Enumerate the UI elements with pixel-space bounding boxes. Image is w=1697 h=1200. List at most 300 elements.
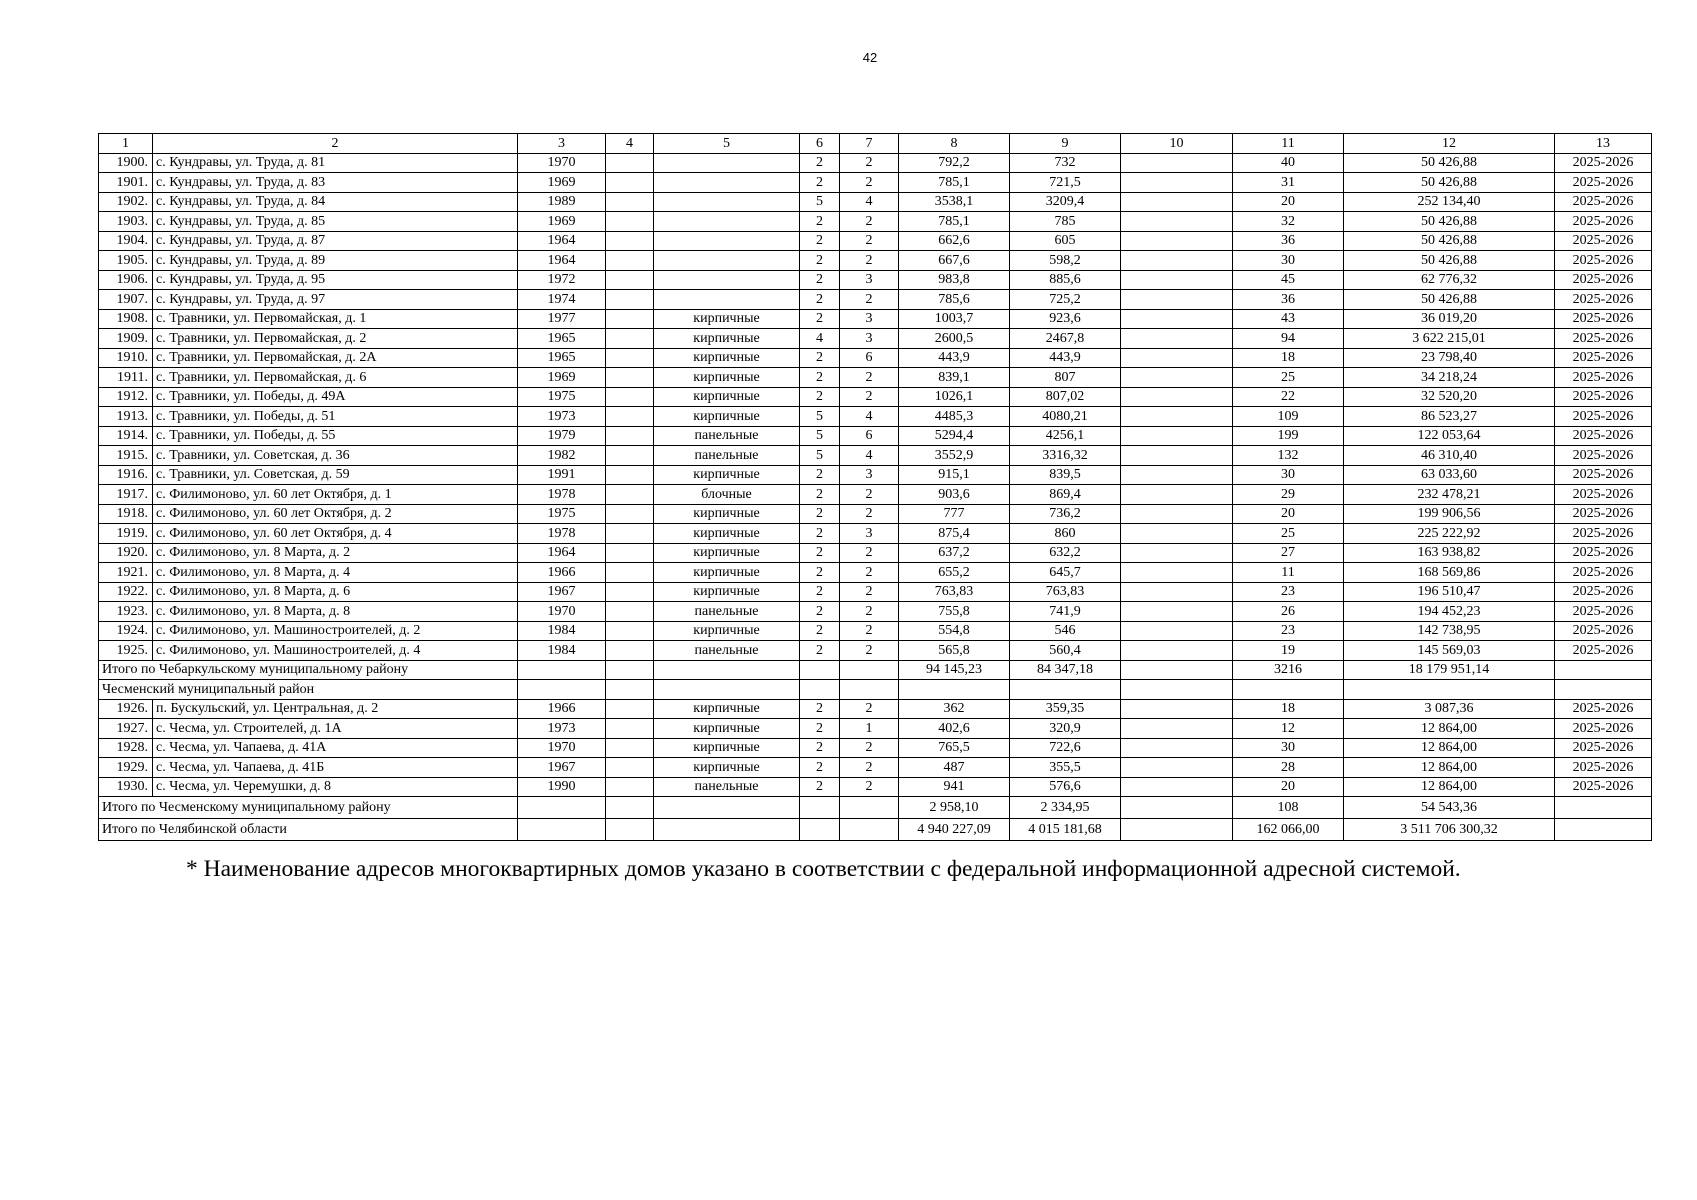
living-area-cell: 645,7 — [1010, 563, 1121, 583]
address-cell: с. Филимоново, ул. 60 лет Октября, д. 1 — [153, 485, 518, 505]
residents-cell: 11 — [1233, 563, 1344, 583]
col-10-cell — [1121, 446, 1233, 466]
floors-cell: 2 — [800, 621, 840, 641]
col-10-cell — [1121, 426, 1233, 446]
column-header: 8 — [899, 134, 1010, 154]
column-header: 4 — [606, 134, 654, 154]
residents-cell: 31 — [1233, 173, 1344, 193]
living-area-cell: 839,5 — [1010, 465, 1121, 485]
year-cell: 1984 — [518, 621, 606, 641]
row-number-cell: 1929. — [99, 758, 153, 778]
year-cell: 1974 — [518, 290, 606, 310]
cost-cell: 145 569,03 — [1344, 641, 1555, 661]
col-4-cell — [606, 563, 654, 583]
wall-material-cell — [654, 231, 800, 251]
year-cell: 1989 — [518, 192, 606, 212]
row-number-cell: 1902. — [99, 192, 153, 212]
table-row — [99, 563, 1652, 583]
period-cell: 2025-2026 — [1555, 251, 1652, 271]
residents-cell: 22 — [1233, 387, 1344, 407]
summary-cell — [1010, 680, 1121, 700]
row-number-cell: 1910. — [99, 348, 153, 368]
cost-cell: 50 426,88 — [1344, 290, 1555, 310]
summary-cell: 3 511 706 300,32 — [1344, 819, 1555, 841]
wall-material-cell: кирпичные — [654, 563, 800, 583]
cost-cell: 62 776,32 — [1344, 270, 1555, 290]
year-cell: 1979 — [518, 426, 606, 446]
entrances-cell: 2 — [840, 543, 899, 563]
entrances-cell: 2 — [840, 173, 899, 193]
table-row — [99, 602, 1652, 622]
column-header: 10 — [1121, 134, 1233, 154]
living-area-cell: 320,9 — [1010, 719, 1121, 739]
row-number-cell: 1903. — [99, 212, 153, 232]
col-10-cell — [1121, 329, 1233, 349]
row-number-cell: 1919. — [99, 524, 153, 544]
entrances-cell: 4 — [840, 407, 899, 427]
total-row — [99, 819, 1652, 841]
total-row — [99, 797, 1652, 819]
entrances-cell: 2 — [840, 251, 899, 271]
col-10-cell — [1121, 290, 1233, 310]
entrances-cell: 2 — [840, 485, 899, 505]
col-10-cell — [1121, 231, 1233, 251]
address-cell: с. Филимоново, ул. 8 Марта, д. 8 — [153, 602, 518, 622]
period-cell: 2025-2026 — [1555, 290, 1652, 310]
col-4-cell — [606, 387, 654, 407]
cost-cell: 199 906,56 — [1344, 504, 1555, 524]
wall-material-cell: кирпичные — [654, 309, 800, 329]
col-10-cell — [1121, 348, 1233, 368]
summary-cell — [840, 797, 899, 819]
year-cell: 1967 — [518, 758, 606, 778]
total-area-cell: 3552,9 — [899, 446, 1010, 466]
summary-cell: 18 179 951,14 — [1344, 660, 1555, 680]
address-cell: с. Травники, ул. Советская, д. 59 — [153, 465, 518, 485]
summary-cell — [518, 819, 606, 841]
residents-cell: 18 — [1233, 348, 1344, 368]
summary-cell — [1233, 680, 1344, 700]
column-header: 3 — [518, 134, 606, 154]
entrances-cell: 4 — [840, 192, 899, 212]
period-cell: 2025-2026 — [1555, 504, 1652, 524]
total-area-cell: 839,1 — [899, 368, 1010, 388]
row-number-cell: 1917. — [99, 485, 153, 505]
living-area-cell: 605 — [1010, 231, 1121, 251]
total-row — [99, 660, 1652, 680]
address-cell: с. Кундравы, ул. Труда, д. 87 — [153, 231, 518, 251]
period-cell: 2025-2026 — [1555, 719, 1652, 739]
residents-cell: 36 — [1233, 290, 1344, 310]
total-area-cell: 983,8 — [899, 270, 1010, 290]
wall-material-cell: кирпичные — [654, 368, 800, 388]
year-cell: 1969 — [518, 368, 606, 388]
col-4-cell — [606, 153, 654, 173]
living-area-cell: 722,6 — [1010, 738, 1121, 758]
summary-cell — [800, 819, 840, 841]
address-cell: с. Кундравы, ул. Труда, д. 97 — [153, 290, 518, 310]
table-row — [99, 485, 1652, 505]
col-10-cell — [1121, 641, 1233, 661]
row-number-cell: 1912. — [99, 387, 153, 407]
section-label: Чесменский муниципальный район — [99, 680, 518, 700]
address-cell: с. Травники, ул. Первомайская, д. 6 — [153, 368, 518, 388]
floors-cell: 2 — [800, 212, 840, 232]
table-row — [99, 719, 1652, 739]
address-cell: с. Филимоново, ул. 60 лет Октября, д. 4 — [153, 524, 518, 544]
period-cell: 2025-2026 — [1555, 465, 1652, 485]
row-number-cell: 1921. — [99, 563, 153, 583]
year-cell: 1984 — [518, 641, 606, 661]
col-4-cell — [606, 524, 654, 544]
wall-material-cell: кирпичные — [654, 387, 800, 407]
living-area-cell: 807 — [1010, 368, 1121, 388]
summary-cell — [1121, 680, 1233, 700]
residents-cell: 23 — [1233, 621, 1344, 641]
floors-cell: 2 — [800, 348, 840, 368]
entrances-cell: 2 — [840, 621, 899, 641]
row-number-cell: 1916. — [99, 465, 153, 485]
residents-cell: 20 — [1233, 504, 1344, 524]
cost-cell: 142 738,95 — [1344, 621, 1555, 641]
year-cell: 1975 — [518, 387, 606, 407]
cost-cell: 23 798,40 — [1344, 348, 1555, 368]
floors-cell: 2 — [800, 173, 840, 193]
residents-cell: 20 — [1233, 192, 1344, 212]
residents-cell: 28 — [1233, 758, 1344, 778]
residents-cell: 45 — [1233, 270, 1344, 290]
column-header: 9 — [1010, 134, 1121, 154]
cost-cell: 163 938,82 — [1344, 543, 1555, 563]
living-area-cell: 741,9 — [1010, 602, 1121, 622]
residents-cell: 199 — [1233, 426, 1344, 446]
table-row — [99, 212, 1652, 232]
col-4-cell — [606, 173, 654, 193]
entrances-cell: 1 — [840, 719, 899, 739]
row-number-cell: 1918. — [99, 504, 153, 524]
period-cell: 2025-2026 — [1555, 485, 1652, 505]
address-cell: с. Кундравы, ул. Труда, д. 89 — [153, 251, 518, 271]
table-row — [99, 777, 1652, 797]
entrances-cell: 2 — [840, 699, 899, 719]
wall-material-cell: панельные — [654, 641, 800, 661]
floors-cell: 2 — [800, 504, 840, 524]
summary-cell — [654, 680, 800, 700]
year-cell: 1977 — [518, 309, 606, 329]
floors-cell: 2 — [800, 699, 840, 719]
year-cell: 1964 — [518, 231, 606, 251]
residents-cell: 19 — [1233, 641, 1344, 661]
total-area-cell: 3538,1 — [899, 192, 1010, 212]
residents-cell: 29 — [1233, 485, 1344, 505]
row-number-cell: 1924. — [99, 621, 153, 641]
col-4-cell — [606, 758, 654, 778]
header-row — [99, 134, 1652, 154]
col-10-cell — [1121, 543, 1233, 563]
floors-cell: 2 — [800, 582, 840, 602]
floors-cell: 2 — [800, 543, 840, 563]
total-area-cell: 362 — [899, 699, 1010, 719]
residents-cell: 27 — [1233, 543, 1344, 563]
entrances-cell: 2 — [840, 212, 899, 232]
entrances-cell: 2 — [840, 290, 899, 310]
col-4-cell — [606, 777, 654, 797]
total-area-cell: 1026,1 — [899, 387, 1010, 407]
floors-cell: 5 — [800, 426, 840, 446]
column-header: 12 — [1344, 134, 1555, 154]
period-cell: 2025-2026 — [1555, 641, 1652, 661]
col-10-cell — [1121, 563, 1233, 583]
column-header: 6 — [800, 134, 840, 154]
total-area-cell: 875,4 — [899, 524, 1010, 544]
floors-cell: 2 — [800, 563, 840, 583]
floors-cell: 4 — [800, 329, 840, 349]
housing-table — [98, 133, 1652, 841]
summary-cell: 84 347,18 — [1010, 660, 1121, 680]
entrances-cell: 2 — [840, 387, 899, 407]
column-header: 7 — [840, 134, 899, 154]
summary-cell — [840, 819, 899, 841]
housing-table-container — [98, 133, 1651, 841]
period-cell: 2025-2026 — [1555, 426, 1652, 446]
total-area-cell: 655,2 — [899, 563, 1010, 583]
total-area-cell: 903,6 — [899, 485, 1010, 505]
total-area-cell: 915,1 — [899, 465, 1010, 485]
col-10-cell — [1121, 212, 1233, 232]
living-area-cell: 885,6 — [1010, 270, 1121, 290]
floors-cell: 2 — [800, 485, 840, 505]
summary-cell — [800, 660, 840, 680]
address-cell: с. Филимоново, ул. Машиностроителей, д. 2 — [153, 621, 518, 641]
summary-cell: 162 066,00 — [1233, 819, 1344, 841]
cost-cell: 12 864,00 — [1344, 777, 1555, 797]
cost-cell: 3 622 215,01 — [1344, 329, 1555, 349]
living-area-cell: 4080,21 — [1010, 407, 1121, 427]
residents-cell: 132 — [1233, 446, 1344, 466]
total-area-cell: 941 — [899, 777, 1010, 797]
wall-material-cell: кирпичные — [654, 407, 800, 427]
cost-cell: 50 426,88 — [1344, 251, 1555, 271]
wall-material-cell — [654, 192, 800, 212]
col-4-cell — [606, 621, 654, 641]
col-4-cell — [606, 719, 654, 739]
year-cell: 1965 — [518, 348, 606, 368]
column-header: 11 — [1233, 134, 1344, 154]
period-cell: 2025-2026 — [1555, 563, 1652, 583]
entrances-cell: 2 — [840, 368, 899, 388]
total-area-cell: 402,6 — [899, 719, 1010, 739]
table-row — [99, 738, 1652, 758]
summary-cell — [840, 660, 899, 680]
summary-cell: 4 015 181,68 — [1010, 819, 1121, 841]
address-cell: с. Чесма, ул. Чапаева, д. 41Б — [153, 758, 518, 778]
period-cell: 2025-2026 — [1555, 270, 1652, 290]
living-area-cell: 3316,32 — [1010, 446, 1121, 466]
summary-cell — [654, 819, 800, 841]
col-10-cell — [1121, 738, 1233, 758]
wall-material-cell: панельные — [654, 602, 800, 622]
summary-cell — [518, 680, 606, 700]
summary-cell — [899, 680, 1010, 700]
residents-cell: 12 — [1233, 719, 1344, 739]
wall-material-cell: кирпичные — [654, 465, 800, 485]
total-area-cell: 637,2 — [899, 543, 1010, 563]
col-4-cell — [606, 582, 654, 602]
col-10-cell — [1121, 524, 1233, 544]
period-cell: 2025-2026 — [1555, 348, 1652, 368]
period-cell: 2025-2026 — [1555, 309, 1652, 329]
cost-cell: 252 134,40 — [1344, 192, 1555, 212]
cost-cell: 122 053,64 — [1344, 426, 1555, 446]
period-cell: 2025-2026 — [1555, 387, 1652, 407]
living-area-cell: 860 — [1010, 524, 1121, 544]
summary-cell — [606, 680, 654, 700]
period-cell: 2025-2026 — [1555, 758, 1652, 778]
table-row — [99, 270, 1652, 290]
row-number-cell: 1915. — [99, 446, 153, 466]
row-number-cell: 1928. — [99, 738, 153, 758]
footnote: * Наименование адресов многоквартирных домов указано в соответствии с федеральной информационной адресной системой. — [186, 856, 1461, 882]
col-10-cell — [1121, 173, 1233, 193]
summary-cell — [654, 797, 800, 819]
total-area-cell: 5294,4 — [899, 426, 1010, 446]
summary-cell — [1121, 660, 1233, 680]
cost-cell: 194 452,23 — [1344, 602, 1555, 622]
summary-cell — [1121, 797, 1233, 819]
column-header: 13 — [1555, 134, 1652, 154]
entrances-cell: 2 — [840, 777, 899, 797]
floors-cell: 2 — [800, 153, 840, 173]
address-cell: с. Кундравы, ул. Труда, д. 85 — [153, 212, 518, 232]
table-body — [99, 153, 1652, 841]
table-row — [99, 465, 1652, 485]
table-row — [99, 290, 1652, 310]
total-area-cell: 792,2 — [899, 153, 1010, 173]
address-cell: с. Филимоново, ул. 8 Марта, д. 2 — [153, 543, 518, 563]
period-cell: 2025-2026 — [1555, 212, 1652, 232]
floors-cell: 2 — [800, 270, 840, 290]
entrances-cell: 2 — [840, 582, 899, 602]
year-cell: 1973 — [518, 719, 606, 739]
summary-cell: 4 940 227,09 — [899, 819, 1010, 841]
entrances-cell: 3 — [840, 329, 899, 349]
floors-cell: 2 — [800, 290, 840, 310]
summary-cell — [606, 660, 654, 680]
col-10-cell — [1121, 251, 1233, 271]
cost-cell: 86 523,27 — [1344, 407, 1555, 427]
summary-cell: 108 — [1233, 797, 1344, 819]
cost-cell: 50 426,88 — [1344, 231, 1555, 251]
period-cell: 2025-2026 — [1555, 368, 1652, 388]
year-cell: 1964 — [518, 543, 606, 563]
cost-cell: 50 426,88 — [1344, 212, 1555, 232]
year-cell: 1975 — [518, 504, 606, 524]
cost-cell: 3 087,36 — [1344, 699, 1555, 719]
col-4-cell — [606, 602, 654, 622]
col-10-cell — [1121, 699, 1233, 719]
summary-cell — [518, 797, 606, 819]
floors-cell: 2 — [800, 641, 840, 661]
wall-material-cell: кирпичные — [654, 329, 800, 349]
summary-cell — [654, 660, 800, 680]
period-cell: 2025-2026 — [1555, 524, 1652, 544]
year-cell: 1966 — [518, 699, 606, 719]
cost-cell: 168 569,86 — [1344, 563, 1555, 583]
residents-cell: 23 — [1233, 582, 1344, 602]
living-area-cell: 736,2 — [1010, 504, 1121, 524]
year-cell: 1990 — [518, 777, 606, 797]
residents-cell: 18 — [1233, 699, 1344, 719]
cost-cell: 36 019,20 — [1344, 309, 1555, 329]
cost-cell: 12 864,00 — [1344, 719, 1555, 739]
col-10-cell — [1121, 465, 1233, 485]
living-area-cell: 869,4 — [1010, 485, 1121, 505]
year-cell: 1964 — [518, 251, 606, 271]
summary-cell — [1555, 660, 1652, 680]
summary-cell: 2 334,95 — [1010, 797, 1121, 819]
period-cell: 2025-2026 — [1555, 231, 1652, 251]
summary-cell — [1555, 797, 1652, 819]
summary-cell — [1555, 680, 1652, 700]
table-row — [99, 192, 1652, 212]
col-10-cell — [1121, 153, 1233, 173]
floors-cell: 2 — [800, 602, 840, 622]
residents-cell: 40 — [1233, 153, 1344, 173]
living-area-cell: 785 — [1010, 212, 1121, 232]
entrances-cell: 2 — [840, 231, 899, 251]
summary-cell: 2 958,10 — [899, 797, 1010, 819]
table-row — [99, 173, 1652, 193]
col-4-cell — [606, 348, 654, 368]
wall-material-cell: панельные — [654, 777, 800, 797]
total-area-cell: 755,8 — [899, 602, 1010, 622]
living-area-cell: 359,35 — [1010, 699, 1121, 719]
row-number-cell: 1906. — [99, 270, 153, 290]
living-area-cell: 355,5 — [1010, 758, 1121, 778]
col-4-cell — [606, 465, 654, 485]
year-cell: 1978 — [518, 485, 606, 505]
col-4-cell — [606, 699, 654, 719]
floors-cell: 2 — [800, 758, 840, 778]
table-row — [99, 309, 1652, 329]
address-cell: с. Филимоново, ул. 8 Марта, д. 4 — [153, 563, 518, 583]
col-4-cell — [606, 309, 654, 329]
wall-material-cell: кирпичные — [654, 719, 800, 739]
cost-cell: 32 520,20 — [1344, 387, 1555, 407]
row-number-cell: 1925. — [99, 641, 153, 661]
entrances-cell: 2 — [840, 758, 899, 778]
table-row — [99, 348, 1652, 368]
total-label: Итого по Чесменскому муниципальному району — [99, 797, 518, 819]
wall-material-cell: панельные — [654, 446, 800, 466]
period-cell: 2025-2026 — [1555, 329, 1652, 349]
year-cell: 1970 — [518, 602, 606, 622]
entrances-cell: 2 — [840, 641, 899, 661]
residents-cell: 43 — [1233, 309, 1344, 329]
total-area-cell: 777 — [899, 504, 1010, 524]
address-cell: с. Травники, ул. Первомайская, д. 2А — [153, 348, 518, 368]
entrances-cell: 6 — [840, 426, 899, 446]
floors-cell: 2 — [800, 777, 840, 797]
col-10-cell — [1121, 485, 1233, 505]
entrances-cell: 2 — [840, 563, 899, 583]
summary-cell — [1121, 819, 1233, 841]
table-row — [99, 758, 1652, 778]
total-area-cell: 667,6 — [899, 251, 1010, 271]
address-cell: с. Травники, ул. Победы, д. 55 — [153, 426, 518, 446]
wall-material-cell: кирпичные — [654, 348, 800, 368]
table-row — [99, 446, 1652, 466]
